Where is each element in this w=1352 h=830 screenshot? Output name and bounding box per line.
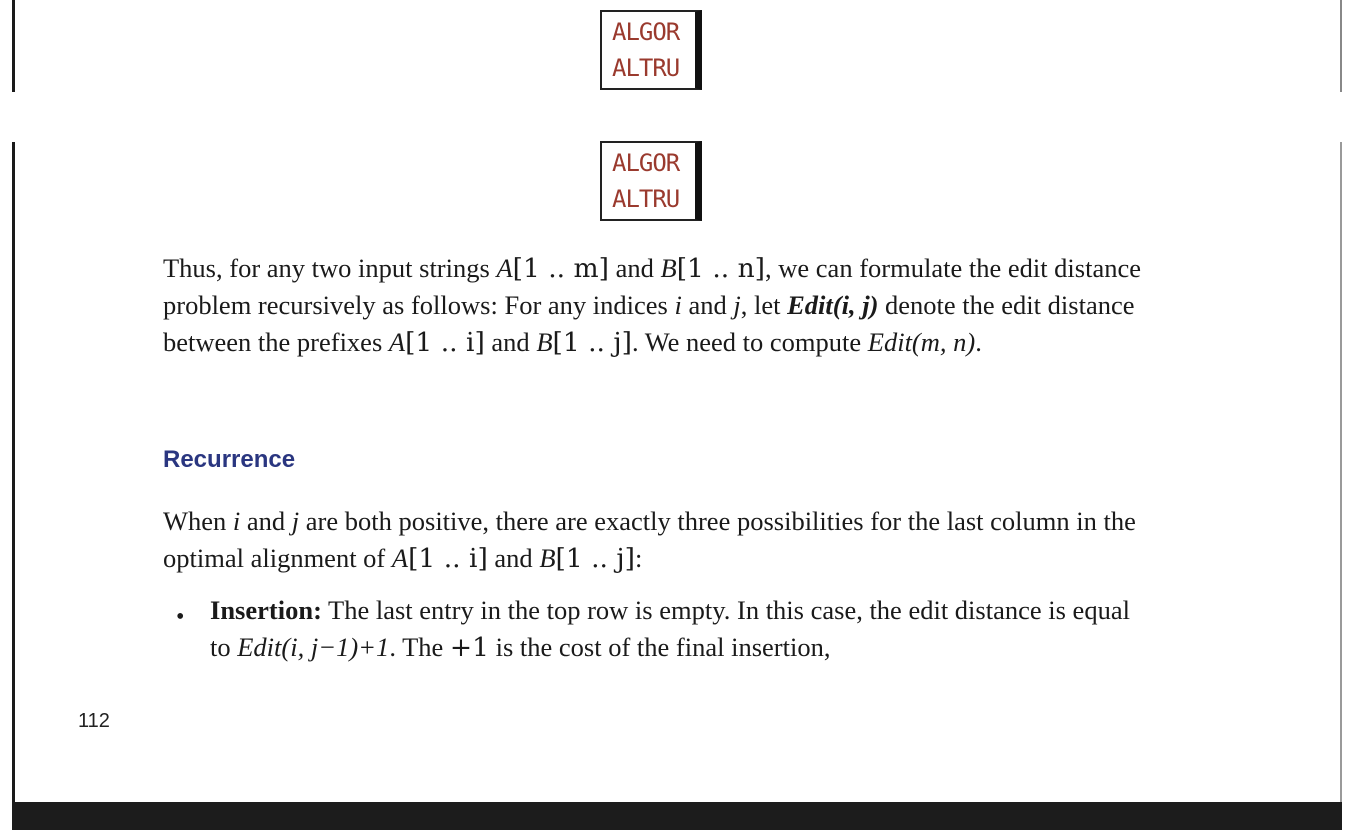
bullet-icon: • — [176, 604, 185, 630]
alignment-bottom-row: ALTRU — [612, 185, 680, 213]
page-left-border — [12, 142, 15, 802]
paragraph-recurrence — [163, 503, 1153, 577]
math-range: [1 .. n] — [676, 253, 766, 284]
math-var: A — [391, 543, 409, 573]
math-var: B — [660, 253, 677, 283]
math-var: B — [536, 327, 553, 357]
footer-bar — [12, 802, 1342, 830]
math-range: [1 .. m] — [512, 253, 609, 284]
math-range: [1 .. i] — [408, 543, 488, 574]
text-span: . — [975, 327, 982, 357]
text-span: . The — [389, 632, 450, 662]
text-span: : — [634, 543, 643, 573]
text-span: denote the edit distance between the prefixes — [163, 290, 1135, 357]
math-expression: +1 — [449, 632, 489, 663]
paragraph-intro — [163, 250, 1153, 361]
math-var: i — [232, 506, 241, 536]
math-var: B — [539, 543, 556, 573]
math-range: [1 .. j] — [555, 543, 635, 574]
alignment-top-row: ALGOR — [612, 149, 680, 177]
bullet-insertion — [210, 592, 1155, 666]
page-top-right-border — [1340, 0, 1342, 92]
text-span: , we can formulate the edit distance problem recursively as follows: For any indices — [163, 253, 1142, 320]
alignment-box — [600, 141, 702, 221]
math-var: j — [291, 506, 300, 536]
bullet-label: Insertion: — [210, 595, 322, 625]
alignment-bottom-row: ALTRU — [612, 54, 680, 82]
text-span: Thus, for any two input strings — [163, 253, 497, 283]
alignment-box-previous-page — [600, 10, 702, 90]
math-range: [1 .. j] — [552, 327, 632, 358]
math-var: i — [674, 290, 682, 320]
text-span: and — [609, 253, 661, 283]
math-expression: Edit(m, n) — [867, 327, 976, 357]
page-number: 112 — [78, 710, 110, 732]
section-heading: Recurrence — [163, 446, 296, 473]
text-span: The last entry in the top row is empty. In this case, the edit distance is equal to — [210, 595, 1130, 662]
math-range: [1 .. i] — [405, 327, 485, 358]
math-var: j — [733, 290, 741, 320]
math-var: A — [496, 253, 513, 283]
math-expression: Edit(i, j) — [787, 290, 879, 320]
text-span: , let — [740, 290, 788, 320]
text-span: . We need to compute — [631, 327, 868, 357]
math-expression: Edit(i, j−1)+1 — [237, 632, 390, 662]
text-span: and — [681, 290, 734, 320]
text-span: When — [163, 506, 233, 536]
text-span: and — [240, 506, 292, 536]
text-span: is the cost of the final insertion, — [489, 632, 831, 662]
math-var: A — [388, 327, 406, 357]
text-span: are both positive, there are exactly three possibilities for the last column in the optimal alignment of — [163, 506, 1136, 573]
page-top-left-border — [12, 0, 15, 92]
text-span: and — [484, 327, 537, 357]
text-span: and — [487, 543, 540, 573]
page-right-border — [1340, 142, 1342, 802]
alignment-top-row: ALGOR — [612, 18, 680, 46]
